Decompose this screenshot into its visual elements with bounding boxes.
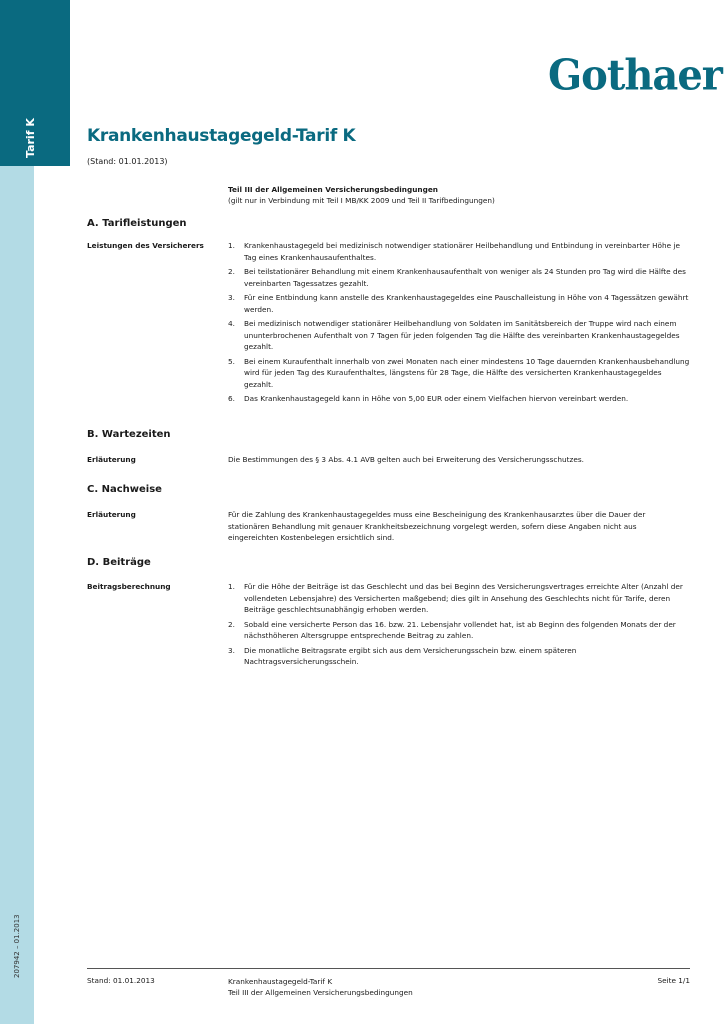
footer-subtitle: Teil III der Allgemeinen Versicherungsbedingungen: [228, 988, 413, 997]
section-c-heading: C. Nachweise: [87, 484, 162, 495]
list-item: 2. Bei teilstationärer Behandlung mit einem Krankenhausaufenthalt von weniger als 24 Stunden pro Tag wird die Hälfte des vereinbarten Tagessatzes gezahlt.: [228, 267, 686, 288]
section-c-label: Erläuterung: [87, 510, 136, 519]
section-c-text: Für die Zahlung des Krankenhaustagegeldes muss eine Bescheinigung des Krankenhausarztes über die Dauer der stationären Behandlung mit genauer Krankheitsbezeichnung vorgelegt werden, sofern diese Angaben nicht aus eingereichten Kostenbelegen ersichtlich sind.: [228, 510, 646, 542]
footer-title: Krankenhaustagegeld-Tarif K: [228, 977, 333, 986]
section-d-label: Beitragsberechnung: [87, 582, 171, 591]
list-item: 6. Das Krankenhaustagegeld kann in Höhe von 5,00 EUR oder einem Vielfachen hiervon vereinbart werden.: [228, 394, 629, 403]
footer-divider: [87, 968, 690, 969]
section-b-label: Erläuterung: [87, 455, 136, 464]
list-item: 3. Die monatliche Beitragsrate ergibt sich aus dem Versicherungsschein bzw. einem späteren Nachtragsversicherungsschein.: [228, 645, 577, 666]
sidebar-tab: [0, 0, 70, 166]
intro: [228, 184, 495, 206]
page-title: Krankenhaustagegeld-Tarif K: [87, 126, 356, 146]
list-item: 5. Bei einem Kuraufenthalt innerhalb von zwei Monaten nach einer mindestens 10 Tage dauernden Krankenhausbehandlung wird für jeden Tag des Kuraufenthaltes, längstens für 28 Tage, die Hälfte des versicherten Krankenhaustagegeldes gezahlt.: [228, 356, 690, 389]
gothaer-logo: Gothaer: [548, 50, 722, 101]
list-item: 4. Bei medizinisch notwendiger stationärer Heilbehandlung von Soldaten im Sanitätsbereich der Truppe wird nach einem ununterbrochenen Aufenthalt von 7 Tagen für jeden folgenden Tag die Hälfte des vereinbarten Krankenhaustagegeldes gezahlt.: [228, 319, 680, 351]
section-d-heading: D. Beiträge: [87, 557, 151, 568]
list-item: 1. Für die Höhe der Beiträge ist das Geschlecht und das bei Beginn des Versicherungsvertrages erreichte Alter (Anzahl der vollendeten Lebensjahre) des Versicherten maßgebend; dies gilt in Ansehung des Geschlechts nicht für Tarife, deren Beiträge geschlechtsunabhängig erhoben werden.: [228, 582, 683, 614]
intro-line-1: Teil III der Allgemeinen Versicherungsbedingungen: [228, 185, 438, 194]
section-d-list: [228, 581, 690, 671]
tab-label: Tarif K: [24, 118, 37, 158]
list-item: 1. Krankenhaustagegeld bei medizinisch notwendiger stationärer Heilbehandlung und Entbindung in vereinbarter Höhe je Tag eines Krankenhausaufenthaltes.: [228, 241, 680, 262]
footer-title-block: [228, 976, 413, 998]
section-b-text: Die Bestimmungen des § 3 Abs. 4.1 AVB gelten auch bei Erweiterung des Versicherungsschutzes.: [228, 455, 584, 464]
section-b-heading: B. Wartezeiten: [87, 429, 171, 440]
document-code: 207942 – 01.2013: [13, 914, 21, 978]
section-a-heading: A. Tarifleistungen: [87, 218, 187, 229]
section-a-list: [228, 240, 690, 408]
intro-line-2: (gilt nur in Verbindung mit Teil I MB/KK 2009 und Teil II Tarifbedingungen): [228, 196, 495, 205]
list-item: 3. Für eine Entbindung kann anstelle des Krankenhaustagegeldes eine Pauschalleistung in Höhe von 4 Tagessätzen gewährt werden.: [228, 293, 689, 314]
footer-page-number: Seite 1/1: [657, 976, 690, 985]
section-a-label: Leistungen des Versicherers: [87, 241, 204, 250]
list-item: 2. Sobald eine versicherte Person das 16. bzw. 21. Lebensjahr vollendet hat, ist ab Beginn des folgenden Monats der der nächsthöheren Altersgruppe entsprechende Beitrag zu zahlen.: [228, 619, 676, 640]
footer-stand: Stand: 01.01.2013: [87, 976, 155, 985]
stand-date: (Stand: 01.01.2013): [87, 157, 168, 166]
